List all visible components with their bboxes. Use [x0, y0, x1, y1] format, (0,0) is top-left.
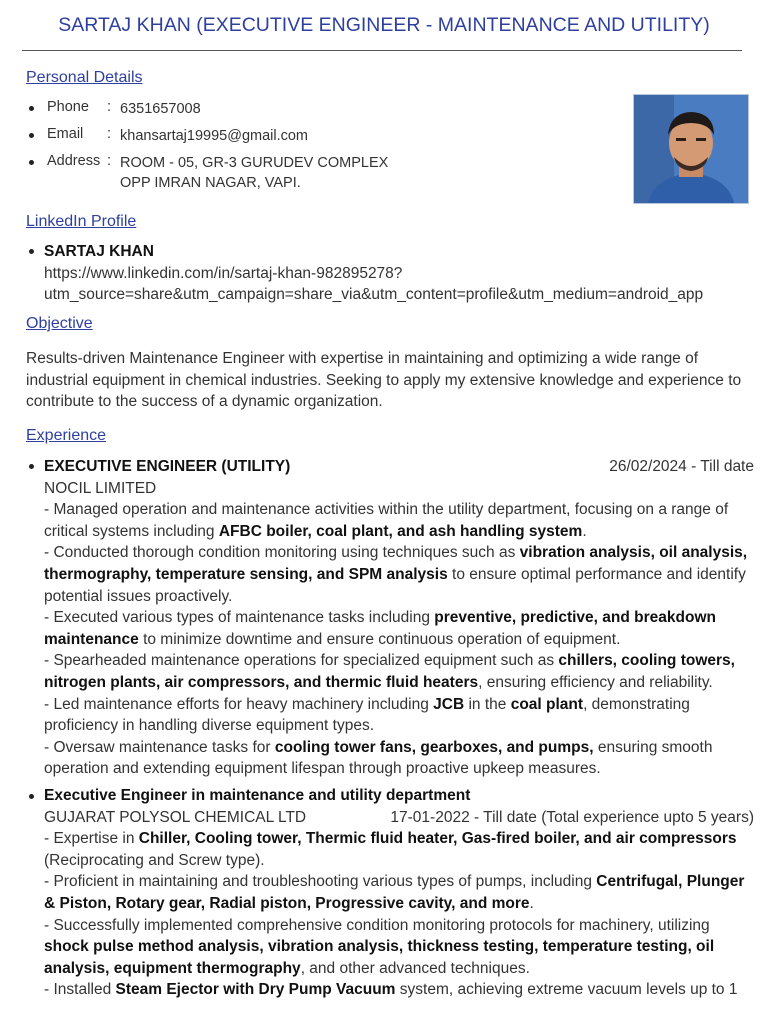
- page-title: SARTAJ KHAN (EXECUTIVE ENGINEER - MAINTENANCE AND UTILITY): [58, 14, 710, 36]
- job1-point-2: [44, 542, 754, 607]
- profile-photo: [633, 94, 749, 204]
- job1-point-1-end: .: [582, 522, 587, 540]
- job2-point-4: [44, 979, 754, 1001]
- job1-entry: [44, 456, 754, 780]
- job1-point-2-text: - Conducted thorough condition monitoring using techniques such as: [44, 544, 520, 562]
- job1-title: EXECUTIVE ENGINEER (UTILITY): [44, 458, 291, 475]
- email-colon: :: [107, 126, 112, 142]
- job1-point-5-mid: in the: [464, 695, 511, 713]
- email-label: Email: [47, 126, 84, 142]
- job1-point-2-end: to ensure optimal performance and identify potential issues proactively.: [44, 565, 746, 605]
- job2-point-4-end: system, achieving extreme vacuum levels up to 1: [395, 981, 738, 999]
- bullet-job1: [29, 464, 34, 469]
- job2-point-3-text: - Successfully implemented comprehensive condition monitoring protocols for machinery, utilizing: [44, 916, 710, 934]
- address-line-2: OPP IMRAN NAGAR, VAPI.: [120, 175, 301, 191]
- job2-point-1-text: - Expertise in: [44, 830, 139, 848]
- job1-point-1: [44, 499, 754, 542]
- linkedin-heading[interactable]: LinkedIn Profile: [26, 213, 137, 230]
- job1-point-1-text: - Managed operation and maintenance activities within the utility department, focusing on a range of critical systems including: [44, 501, 729, 540]
- objective-text: Results-driven Maintenance Engineer with expertise in maintaining and optimizing a wide range of industrial equipment in chemical industries. Seeking to apply my extensive knowledge and experience to contribute to the success of a dynamic organization.: [26, 350, 742, 411]
- phone-value: 6351657008: [120, 101, 201, 117]
- profile-photo-graphic: [634, 95, 748, 203]
- job2-point-2-end: .: [529, 894, 534, 912]
- job1-point-5-text: - Led maintenance efforts for heavy machinery including: [44, 695, 434, 713]
- job1-point-5: [44, 694, 754, 737]
- job2-point-2-bold: Centrifugal, Plunger & Piston, Rotary gear, Radial piston, Progressive cavity, and more: [44, 873, 745, 912]
- job1-point-3-text: - Executed various types of maintenance tasks including: [44, 609, 435, 627]
- job2-date: 17-01-2022 - Till date (Total experience upto 5 years): [390, 808, 754, 826]
- job1-point-6-end: ensuring smooth operation and extending equipment lifespan through proactive upkeep measures.: [44, 738, 713, 778]
- experience-heading[interactable]: Experience: [26, 427, 107, 444]
- phone-label: Phone: [47, 99, 89, 115]
- linkedin-entry: [44, 241, 754, 306]
- job2-point-1: [44, 828, 754, 871]
- job1-point-6: [44, 737, 754, 780]
- linkedin-url-line-2[interactable]: utm_source=share&utm_campaign=share_via&utm_content=profile&utm_medium=android_app: [44, 286, 704, 304]
- job1-point-1-bold: AFBC boiler, coal plant, and ash handling system: [218, 522, 583, 540]
- bullet-email: [29, 133, 34, 138]
- job1-point-5-end: , demonstrating proficiency in handling diverse equipment types.: [44, 695, 690, 735]
- bullet-linkedin: [29, 249, 34, 254]
- email-value: khansartaj19995@gmail.com: [120, 128, 309, 144]
- job2-point-2-text: - Proficient in maintaining and troubleshooting various types of pumps, including: [44, 873, 597, 891]
- bullet-phone: [29, 106, 34, 111]
- address-label: Address: [47, 153, 101, 169]
- job2-company-row: [44, 807, 754, 829]
- job1-company: NOCIL LIMITED: [44, 479, 157, 497]
- job1-point-6-bold: cooling tower fans, gearboxes, and pumps,: [274, 738, 594, 756]
- job2-entry: [44, 785, 754, 1001]
- job2-company: GUJARAT POLYSOL CHEMICAL LTD: [44, 808, 307, 826]
- job1-point-2-bold: vibration analysis, oil analysis, thermography, temperature sensing, and SPM analysis: [44, 544, 748, 583]
- job1-header: [44, 456, 754, 478]
- phone-colon: :: [107, 99, 112, 115]
- job1-point-3-end: to minimize downtime and ensure continuous operation of equipment.: [138, 630, 621, 648]
- job2-point-2: [44, 871, 754, 914]
- job1-point-6-text: - Oversaw maintenance tasks for: [44, 738, 275, 756]
- linkedin-name: SARTAJ KHAN: [44, 243, 154, 260]
- objective-heading[interactable]: Objective: [26, 315, 93, 332]
- job2-point-4-bold: Steam Ejector with Dry Pump Vacuum: [115, 981, 396, 999]
- job2-point-3-bold: shock pulse method analysis, vibration analysis, thickness testing, temperature testing, oil analysis, equipment thermography: [44, 938, 715, 977]
- address-colon: :: [107, 153, 112, 169]
- job1-point-4-end: , ensuring efficiency and reliability.: [478, 673, 713, 691]
- title-divider: [22, 50, 742, 51]
- job1-point-4: [44, 650, 754, 693]
- job2-title: Executive Engineer in maintenance and utility department: [44, 787, 471, 804]
- job1-point-4-bold: chillers, cooling towers, nitrogen plants, air compressors, and thermic fluid heaters: [44, 652, 735, 691]
- job2-point-1-end: (Reciprocating and Screw type).: [44, 851, 265, 869]
- job2-point-4-text: - Installed: [44, 981, 116, 999]
- job1-point-4-text: - Spearheaded maintenance operations for specialized equipment such as: [44, 652, 559, 670]
- linkedin-url-line-1[interactable]: https://www.linkedin.com/in/sartaj-khan-982895278?: [44, 264, 403, 282]
- job2-point-3-end: , and other advanced techniques.: [300, 959, 530, 977]
- address-line-1: ROOM - 05, GR-3 GURUDEV COMPLEX: [120, 155, 389, 171]
- job1-point-3: [44, 607, 754, 650]
- job1-point-3-bold: preventive, predictive, and breakdown maintenance: [44, 609, 716, 648]
- bullet-job2: [29, 794, 34, 799]
- job1-point-5-bold-b: coal plant: [510, 695, 584, 713]
- job1-date: 26/02/2024 - Till date: [609, 458, 754, 475]
- job1-point-5-bold-a: JCB: [433, 695, 465, 713]
- bullet-address: [29, 160, 34, 165]
- job2-point-3: [44, 915, 754, 980]
- job2-point-1-bold: Chiller, Cooling tower, Thermic fluid heater, Gas-fired boiler, and air compressors: [138, 830, 737, 848]
- personal-details-heading[interactable]: Personal Details: [26, 69, 143, 86]
